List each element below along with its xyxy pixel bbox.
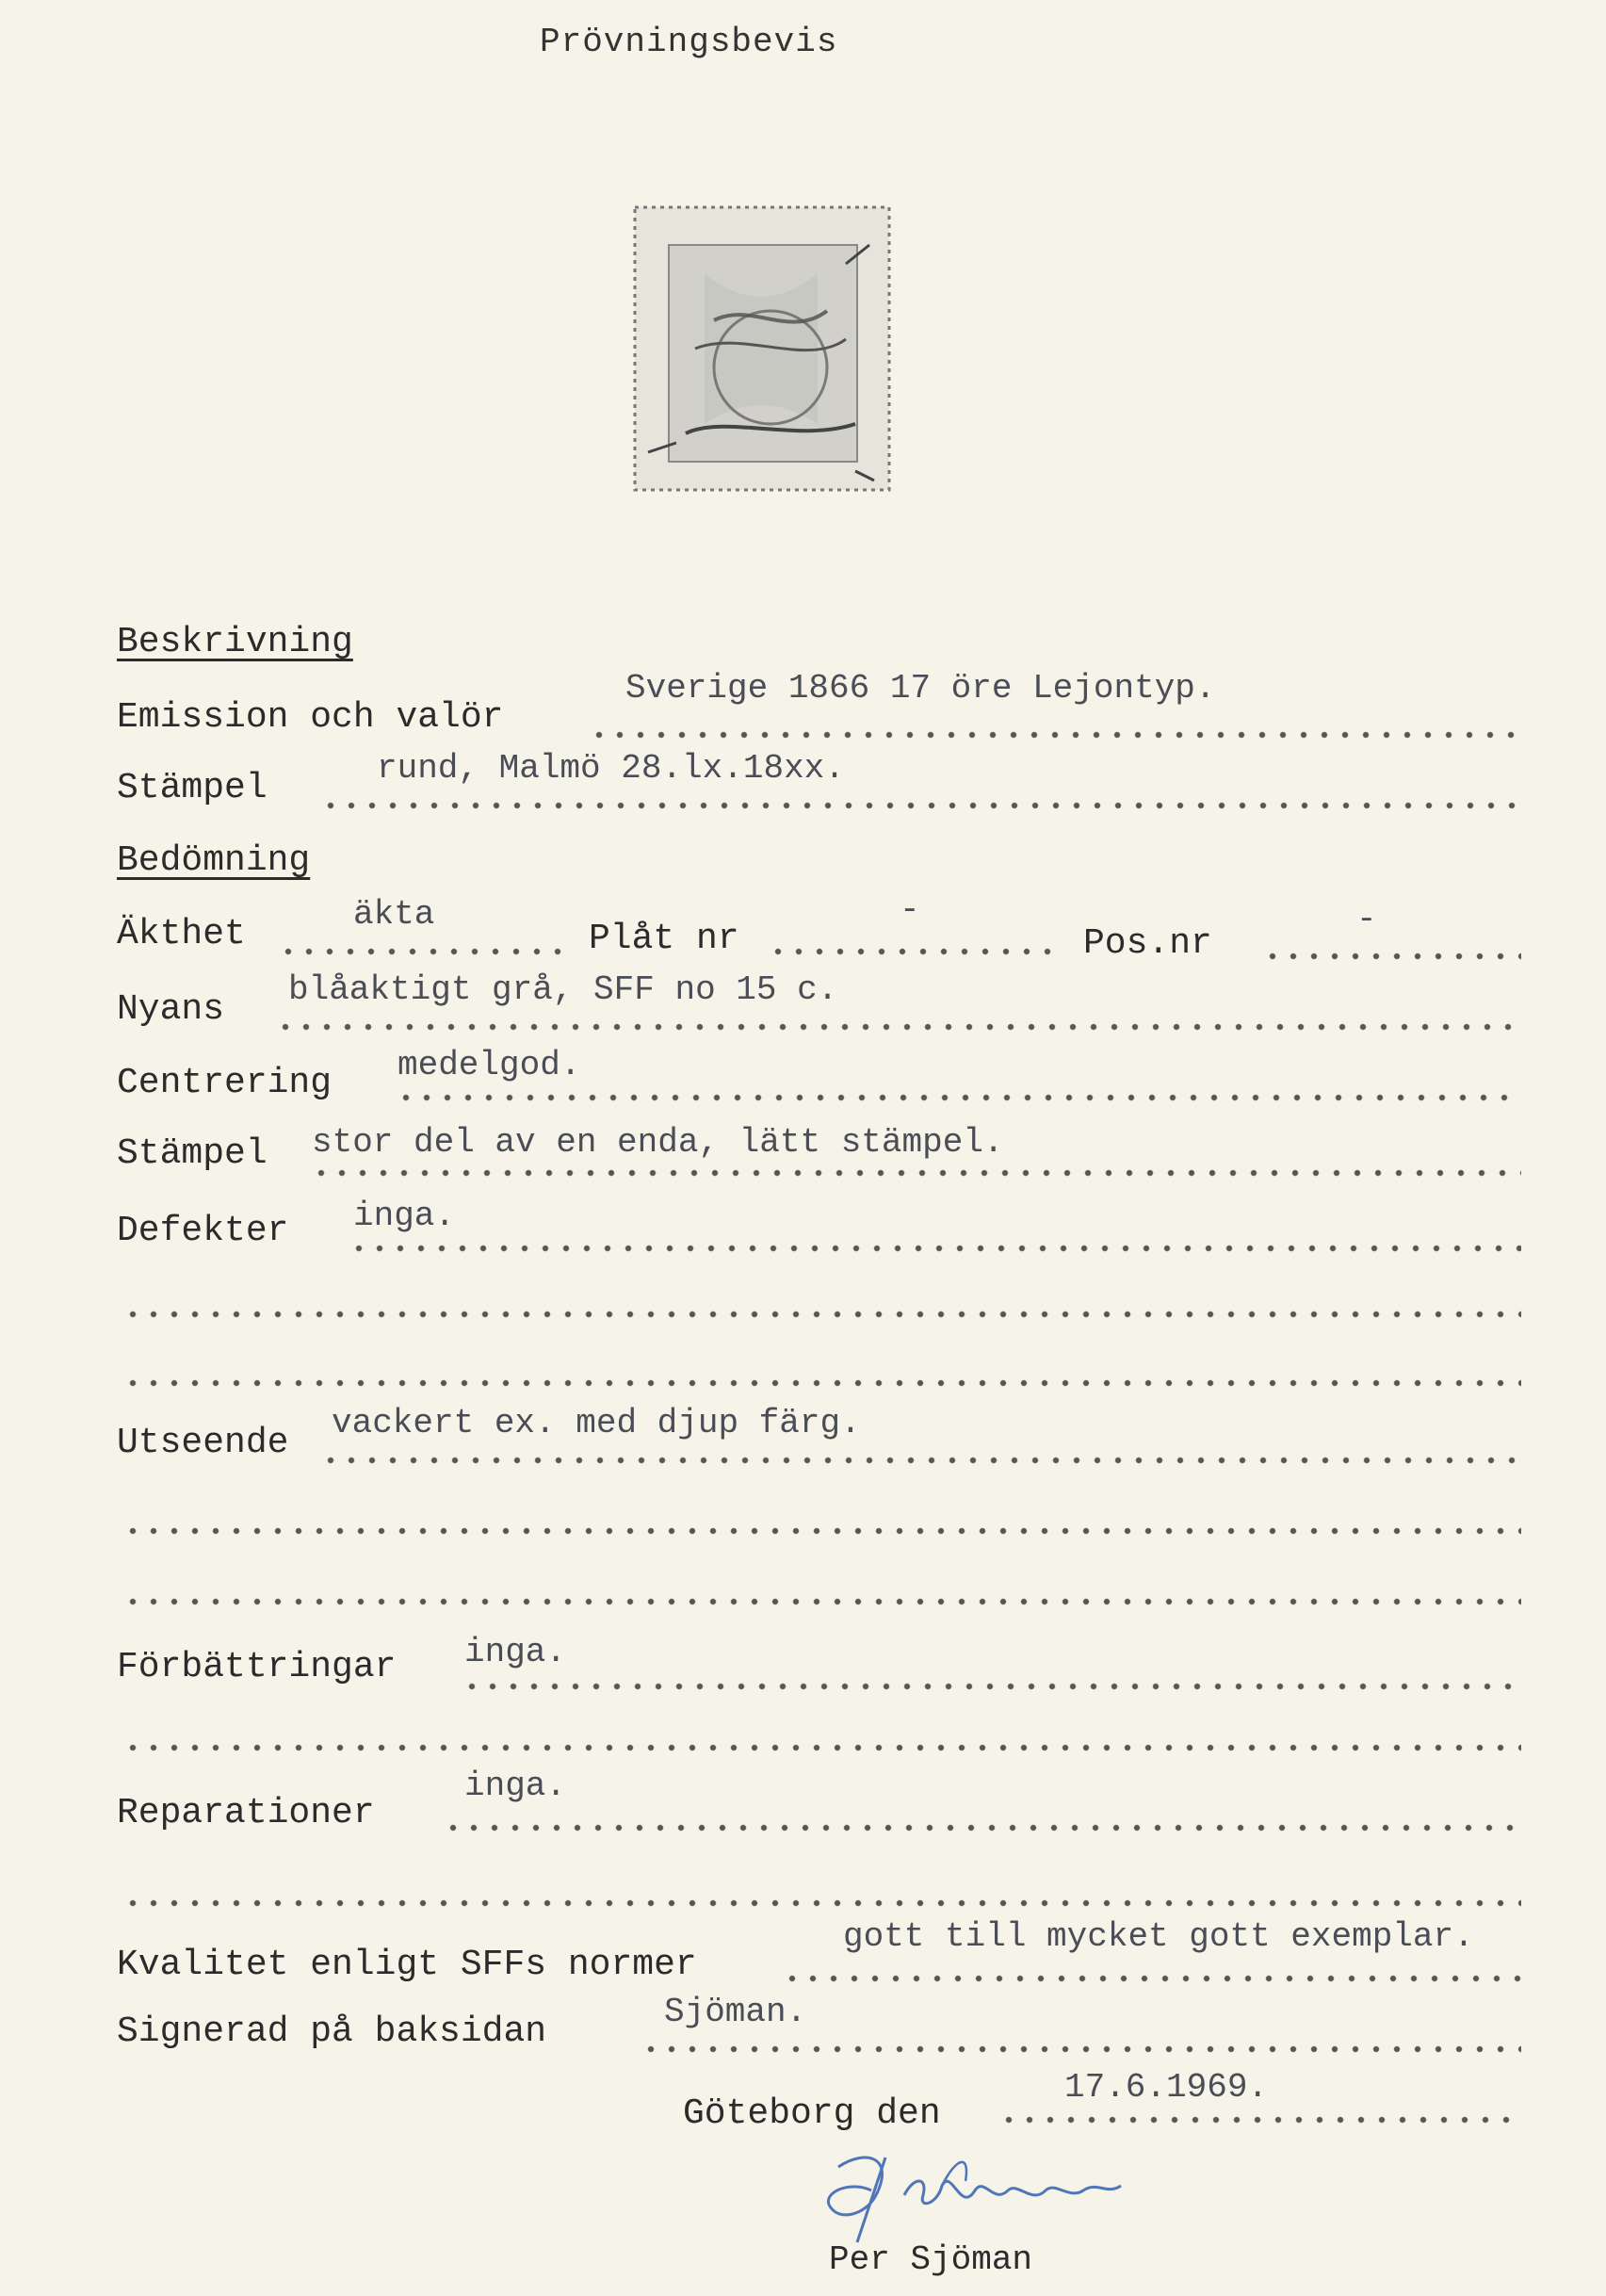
section-beskrivning: Beskrivning [117,622,353,662]
signatory-name: Per Sjöman [829,2240,1033,2279]
dotted-line [998,2115,1521,2125]
dotted-line [275,1022,1521,1032]
dotted-line [462,1682,1521,1691]
value-plate: - [900,890,920,929]
dotted-line [122,1898,1521,1908]
label-plate: Plåt nr [589,919,739,959]
dotted-line [278,947,570,956]
dotted-line [396,1093,1521,1102]
value-emission: Sverige 1866 17 öre Lejontyp. [625,669,1216,708]
label-cancellation: Stämpel [117,1133,268,1174]
label-improvements: Förbättringar [117,1647,397,1687]
dotted-line [122,1310,1521,1319]
dotted-line [768,947,1060,956]
dotted-line [122,1378,1521,1388]
value-postmark: rund, Malmö 28.lx.18xx. [377,749,845,788]
dotted-line [320,801,1521,810]
value-defects: inga. [353,1197,456,1235]
section-bedomning: Bedömning [117,840,311,881]
dotted-line [349,1244,1521,1253]
label-quality: Kvalitet enligt SFFs normer [117,1945,697,1985]
value-centering: medelgod. [397,1046,581,1084]
dotted-line [320,1456,1521,1465]
value-authenticity: äkta [353,895,435,934]
dotted-line [122,1597,1521,1606]
dotted-line [443,1823,1521,1832]
dotted-line [1262,952,1521,961]
dotted-line [641,2044,1521,2054]
label-appearance: Utseende [117,1423,289,1463]
value-shade: blåaktigt grå, SFF no 15 c. [288,970,838,1009]
value-quality: gott till mycket gott exemplar. [843,1917,1474,1956]
label-authenticity: Äkthet [117,914,246,954]
dotted-line [122,1743,1521,1752]
value-signed: Sjöman. [664,1993,807,2031]
dotted-line [589,730,1521,740]
value-position: - [1356,900,1377,938]
label-date: Göteborg den [683,2093,941,2134]
signature [801,2139,1196,2252]
value-improvements: inga. [464,1633,567,1671]
label-emission: Emission och valör [117,697,504,738]
label-postmark: Stämpel [117,768,268,808]
label-signed: Signerad på baksidan [117,2011,547,2052]
label-defects: Defekter [117,1211,289,1251]
label-position: Pos.nr [1083,923,1212,964]
page-title: Prövningsbevis [540,23,838,61]
label-shade: Nyans [117,989,225,1030]
dotted-line [122,1526,1521,1536]
label-centering: Centrering [117,1063,333,1103]
value-date: 17.6.1969. [1064,2068,1269,2107]
value-cancellation: stor del av en enda, lätt stämpel. [312,1123,1004,1162]
dotted-line [311,1168,1521,1178]
dotted-line [782,1974,1521,1983]
value-appearance: vackert ex. med djup färg. [332,1404,861,1442]
postage-stamp-icon [629,188,902,499]
label-repairs: Reparationer [117,1793,375,1833]
value-repairs: inga. [464,1767,567,1805]
